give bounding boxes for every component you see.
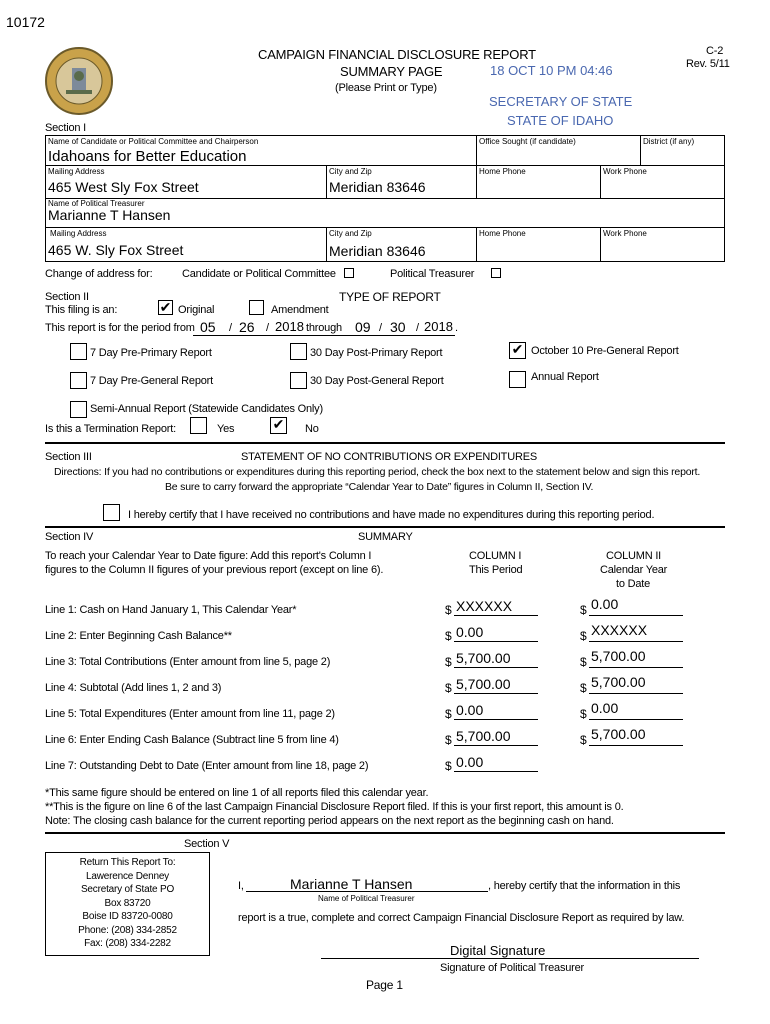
annual-report-label: Annual Report: [531, 371, 599, 383]
change-candidate-checkbox[interactable]: [344, 268, 354, 278]
certify-text-2: report is a true, complete and correct Campaign Financial Disclosure Report as required by law.: [238, 912, 685, 924]
mailing-address-field[interactable]: 465 West Sly Fox Street: [48, 179, 199, 195]
treasurer-city-field[interactable]: Meridian 83646: [329, 243, 426, 259]
treasurer-mailing-label: Mailing Address: [50, 229, 107, 238]
termination-yes-label: Yes: [217, 423, 235, 435]
treasurer-mailing-field[interactable]: 465 W. Sly Fox Street: [48, 242, 184, 258]
termination-yes-checkbox[interactable]: [190, 417, 207, 434]
section-3-carry-forward: Be sure to carry forward the appropriate “Calendar Year to Date” figures in Column II, Section IV.: [165, 481, 594, 493]
period-from-month[interactable]: 05: [200, 319, 216, 335]
period-to-day[interactable]: 30: [390, 319, 406, 335]
column-1-amount[interactable]: 5,700.00: [456, 676, 511, 692]
footnote-1: *This same figure should be entered on line 1 of all reports filed this calendar year.: [45, 787, 429, 799]
date-slash: /: [266, 322, 269, 334]
annual-report-checkbox[interactable]: [509, 371, 526, 388]
section-divider: [45, 442, 725, 444]
treasurer-certify-name[interactable]: Marianne T Hansen: [290, 876, 413, 892]
city-zip-field[interactable]: Meridian 83646: [329, 179, 426, 195]
original-checkbox[interactable]: [158, 300, 173, 315]
termination-no-label: No: [305, 423, 319, 435]
date-slash: /: [416, 322, 419, 334]
filing-type-label: This filing is an:: [45, 304, 118, 316]
semi-annual-checkbox[interactable]: [70, 401, 87, 418]
type-of-report-title: TYPE OF REPORT: [339, 290, 441, 304]
summary-line-label: Line 4: Subtotal (Add lines 1, 2 and 3): [45, 682, 222, 694]
column-2-amount[interactable]: 5,700.00: [591, 648, 646, 664]
column-2-amount[interactable]: XXXXXX: [591, 622, 648, 638]
section-divider: [45, 526, 725, 528]
city-zip-label: City and Zip: [329, 167, 372, 176]
summary-title: SUMMARY: [358, 531, 413, 543]
summary-line-label: Line 6: Enter Ending Cash Balance (Subtract line 5 from line 4): [45, 734, 339, 746]
column-1-title: COLUMN I: [469, 550, 522, 562]
change-treasurer-label: Political Treasurer: [390, 268, 475, 280]
return-address-line: Fax: (208) 334-2282: [84, 938, 171, 949]
original-label: Original: [178, 304, 215, 316]
through-label: through: [306, 322, 342, 334]
column-2-title: COLUMN II: [606, 550, 662, 562]
column-1-amount[interactable]: 5,700.00: [456, 728, 511, 744]
treasurer-name-field[interactable]: Marianne T Hansen: [48, 207, 171, 223]
certify-i-label: I,: [238, 880, 244, 892]
column-2-amount[interactable]: 0.00: [591, 596, 619, 612]
period-end-mark: .: [455, 322, 458, 334]
signature-caption: Signature of Political Treasurer: [440, 962, 585, 974]
office-sought-label: Office Sought (if candidate): [479, 137, 576, 146]
currency-symbol: $: [445, 733, 452, 747]
column-1-amount[interactable]: XXXXXX: [456, 598, 513, 614]
work-phone-label: Work Phone: [603, 167, 647, 176]
section-4-label: Section IV: [45, 531, 94, 543]
currency-symbol: $: [445, 655, 452, 669]
semi-annual-label: Semi-Annual Report (Statewide Candidates Only): [90, 403, 323, 415]
column-1-amount[interactable]: 0.00: [456, 702, 484, 718]
candidate-name-field[interactable]: Idahoans for Better Education: [48, 148, 247, 165]
stamp-state: STATE OF IDAHO: [507, 113, 614, 128]
home-phone-label: Home Phone: [479, 167, 526, 176]
column-2-amount[interactable]: 5,700.00: [591, 674, 646, 690]
oct10-pre-general-label: October 10 Pre-General Report: [531, 345, 679, 357]
summary-line-label: Line 1: Cash on Hand January 1, This Calendar Year*: [45, 604, 297, 616]
state-seal-icon: [44, 46, 114, 116]
7day-pre-general-checkbox[interactable]: [70, 372, 87, 389]
return-address-line: Boise ID 83720-0080: [82, 911, 173, 922]
form-code: C-2: [706, 45, 724, 57]
summary-line-label: Line 7: Outstanding Debt to Date (Enter amount from line 18, page 2): [45, 760, 369, 772]
report-title: CAMPAIGN FINANCIAL DISCLOSURE REPORT: [258, 47, 536, 62]
return-address-line: Box 83720: [104, 897, 151, 909]
30day-post-primary-checkbox[interactable]: [290, 343, 307, 360]
period-label: This report is for the period from: [45, 322, 195, 334]
return-address-line: Secretary of State PO: [80, 884, 175, 895]
page-number: Page 1: [366, 978, 403, 992]
received-stamp-date: 18 OCT 10 PM 04:46: [490, 63, 613, 78]
7day-pre-general-label: 7 Day Pre-General Report: [90, 375, 213, 387]
currency-symbol: $: [580, 655, 587, 669]
return-address-line: Lawerence Denney: [86, 870, 169, 882]
column-1-subtitle: This Period: [469, 564, 523, 576]
column-2-subtitle-2: to Date: [616, 578, 651, 590]
currency-symbol: $: [580, 681, 587, 695]
footnote-2: **This is the figure on line 6 of the last Campaign Financial Disclosure Report filed. If this is your first report, this amount is 0.: [45, 801, 624, 813]
section-3-label: Section III: [45, 451, 92, 463]
termination-label: Is this a Termination Report:: [45, 423, 176, 435]
return-address-line: Return This Report To:: [79, 857, 176, 868]
date-slash: /: [379, 322, 382, 334]
column-1-amount[interactable]: 5,700.00: [456, 650, 511, 666]
section-5-label: Section V: [184, 838, 230, 850]
30day-post-primary-label: 30 Day Post-Primary Report: [310, 347, 443, 359]
oct10-pre-general-checkbox[interactable]: [509, 342, 526, 359]
amendment-checkbox[interactable]: [249, 300, 264, 315]
column-2-subtitle: Calendar Year: [600, 564, 668, 576]
form-revision: Rev. 5/11: [686, 58, 730, 70]
currency-symbol: $: [580, 707, 587, 721]
section-1-label: Section I: [45, 122, 87, 134]
summary-instructions-2: figures to the Column II figures of your previous report (except on line 6).: [45, 564, 384, 576]
currency-symbol: $: [580, 603, 587, 617]
report-subtitle: SUMMARY PAGE: [340, 64, 443, 79]
no-activity-certify-checkbox[interactable]: [103, 504, 120, 521]
treasurer-home-phone-label: Home Phone: [479, 229, 526, 238]
summary-line-label: Line 5: Total Expenditures (Enter amount from line 11, page 2): [45, 708, 335, 720]
date-slash: /: [229, 322, 232, 334]
currency-symbol: $: [445, 681, 452, 695]
column-2-amount[interactable]: 5,700.00: [591, 726, 646, 742]
amendment-label: Amendment: [271, 304, 329, 316]
stamp-office: SECRETARY OF STATE: [489, 94, 633, 109]
30day-post-general-label: 30 Day Post-General Report: [310, 375, 444, 387]
section-2-label: Section II: [45, 291, 89, 303]
column-1-amount[interactable]: 0.00: [456, 624, 484, 640]
change-treasurer-checkbox[interactable]: [491, 268, 501, 278]
currency-symbol: $: [580, 629, 587, 643]
7day-pre-primary-label: 7 Day Pre-Primary Report: [90, 347, 212, 359]
certify-text-1: , hereby certify that the information in this: [488, 880, 681, 892]
treasurer-city-label: City and Zip: [329, 229, 372, 238]
currency-symbol: $: [445, 707, 452, 721]
treasurer-name-label: Name of Political Treasurer: [48, 199, 145, 208]
no-contributions-title: STATEMENT OF NO CONTRIBUTIONS OR EXPENDITURES: [241, 451, 537, 463]
name-caption: Name of Political Treasurer: [318, 894, 415, 903]
document-id: 10172: [6, 14, 45, 30]
footnote-3: Note: The closing cash balance for the current reporting period appears on the next report as the beginning cash on hand.: [45, 815, 614, 827]
currency-symbol: $: [580, 733, 587, 747]
digital-signature[interactable]: Digital Signature: [450, 943, 546, 958]
currency-symbol: $: [445, 603, 452, 617]
change-address-label: Change of address for:: [45, 268, 153, 280]
currency-symbol: $: [445, 629, 452, 643]
candidate-name-label: Name of Candidate or Political Committee and Chairperson: [48, 137, 259, 146]
no-activity-certify-text: I hereby certify that I have received no contributions and have made no expenditures during this reporting period.: [128, 509, 655, 521]
7day-pre-primary-checkbox[interactable]: [70, 343, 87, 360]
mailing-address-label: Mailing Address: [48, 167, 105, 176]
district-label: District (if any): [643, 137, 695, 146]
check-icon: ✔: [511, 341, 524, 357]
summary-instructions-1: To reach your Calendar Year to Date figure: Add this report's Column I: [45, 550, 372, 562]
period-to-year[interactable]: 2018: [424, 319, 453, 334]
period-from-day[interactable]: 26: [239, 319, 255, 335]
return-address-line: Phone: (208) 334-2852: [78, 924, 177, 936]
column-1-amount[interactable]: 0.00: [456, 754, 484, 770]
currency-symbol: $: [445, 759, 452, 773]
summary-line-label: Line 2: Enter Beginning Cash Balance**: [45, 630, 232, 642]
period-from-year[interactable]: 2018: [275, 319, 304, 334]
30day-post-general-checkbox[interactable]: [290, 372, 307, 389]
summary-line-label: Line 3: Total Contributions (Enter amount from line 5, page 2): [45, 656, 331, 668]
check-icon: ✔: [159, 299, 172, 315]
section-divider: [45, 832, 725, 834]
print-instruction: (Please Print or Type): [335, 82, 437, 94]
termination-no-checkbox[interactable]: [270, 417, 287, 434]
check-icon: ✔: [272, 416, 285, 432]
column-2-amount[interactable]: 0.00: [591, 700, 619, 716]
period-to-month[interactable]: 09: [355, 319, 371, 335]
section-3-directions: Directions: If you had no contributions or expenditures during this reporting period, check the box next to the statement below and sign this report.: [54, 466, 701, 478]
treasurer-work-phone-label: Work Phone: [603, 229, 647, 238]
change-candidate-label: Candidate or Political Committee: [182, 268, 336, 280]
